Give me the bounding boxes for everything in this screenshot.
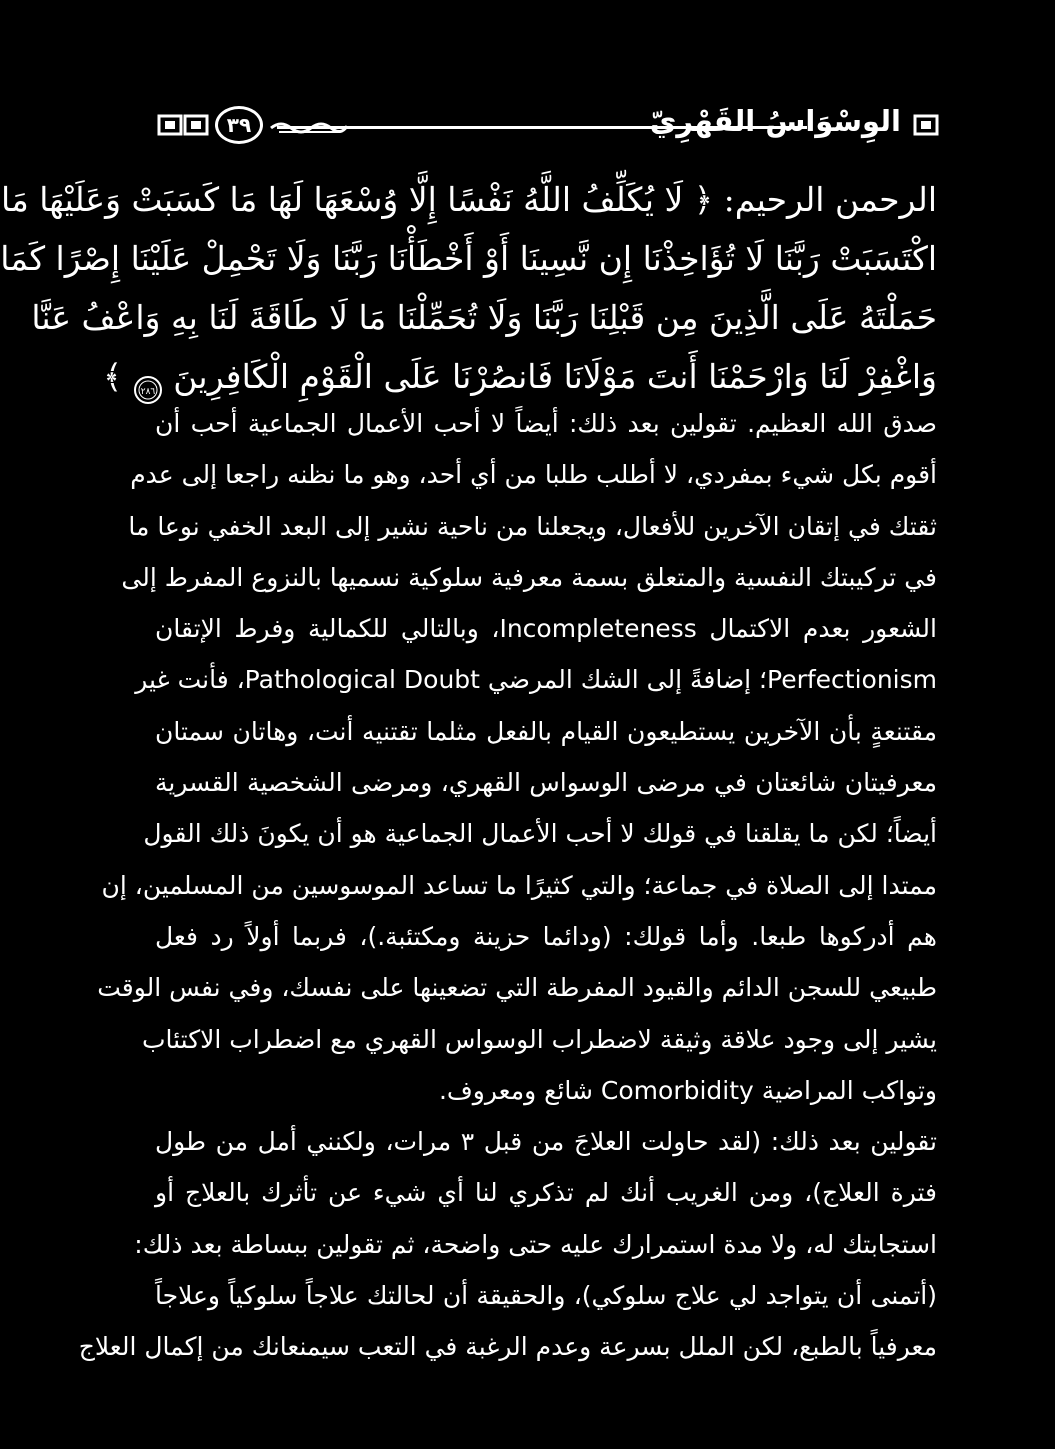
quran-line-text: وَاغْفِرْ لَنَا وَارْحَمْنَا أَنتَ مَوْلَانَا فَانصُرْنَا عَلَى الْقَوْمِ الْكَافِرِينَ xyxy=(173,357,937,396)
text-line: فترة العلاج)، ومن الغريب أنك لم تذكري لنا أي شيء عن تأثرك بالعلاج أو xyxy=(155,1178,937,1208)
ornament-icon xyxy=(913,112,939,138)
text-line: أقوم بكل شيء بمفردي، لا أطلب طلبا من أي أحد، وهو ما نظنه راجعا إلى عدم xyxy=(130,460,937,490)
text-line: ثقتك في إتقان الآخرين للأفعال، ويجعلنا من ناحية نشير إلى البعد الخفي نوعا ما xyxy=(128,511,937,541)
text-line: (أتمنى أن يتواجد لي علاج سلوكي)، والحقيقة أن لحالتك علاجاً سلوكياً وعلاجاً xyxy=(155,1281,937,1311)
text-line: تقولين بعد ذلك: (لقد حاولت العلاجَ من قبل ٣ مرات، ولكنني أمل من طول xyxy=(155,1127,937,1157)
text-line: معرفيتان شائعتان في مرضى الوسواس القهري، ومرضى الشخصية القسرية xyxy=(155,768,937,798)
quran-verse-block xyxy=(0,170,937,406)
text-line: صدق الله العظيم. تقولين بعد ذلك: أيضاً لا أحب الأعمال الجماعية أحب أن xyxy=(155,409,937,438)
text-line: أيضاً؛ لكن ما يقلقنا في قولك لا أحب الأعمال الجماعية هو أن يكونَ ذلك القول xyxy=(143,819,937,849)
verse-close-bracket: ﴾ xyxy=(102,357,123,396)
text-line: Perfectionism؛ إضافةً إلى الشك المرضي Pathological Doubt، فأنت غير xyxy=(135,665,937,695)
body-text xyxy=(78,398,937,1373)
text-line: ممتدا إلى الصلاة في جماعة؛ والتي كثيرًا ما تساعد الموسوسين من المسلمين، إن xyxy=(101,870,937,900)
text-line: استجابتك له، ولا مدة استمرارك عليه حتى واضحة، ثم تقولين ببساطة بعد ذلك: xyxy=(134,1229,937,1259)
text-line: طبيعي للسجن الدائم والقيود المفرطة التي تضعينها على نفسك، وفي نفس الوقت xyxy=(97,973,937,1003)
text-line: مقتنعةٍ بأن الآخرين يستطيعون القيام بالفعل مثلما تقتنيه أنت، وهاتان سمتان xyxy=(155,716,937,746)
page-number: ٣٩ xyxy=(215,106,263,144)
text-line: الشعور بعدم الاكتمال Incompleteness، وبالتالي للكمالية وفرط الإتقان xyxy=(155,614,937,644)
verse-number: ٢٨٦ xyxy=(140,387,156,397)
text-line: يشير إلى وجود علاقة وثيقة لاضطراب الوسواس القهري مع اضطراب الاكتئاب xyxy=(141,1024,937,1054)
quran-line: اكْتَسَبَتْ رَبَّنَا لَا تُؤَاخِذْنَا إِن نَّسِينَا أَوْ أَخْطَأْنَا رَبَّنَا وَلَا تَحْمِلْ عَلَيْنَا إِصْرًا كَمَا xyxy=(0,239,937,278)
running-header xyxy=(149,104,939,150)
text-line: هم أدركوها طبعا. وأما قولك: (ودائما حزينة ومكتئبة.)، فربما أولاً رد فعل xyxy=(155,921,937,951)
quran-line: حَمَلْتَهُ عَلَى الَّذِينَ مِن قَبْلِنَا رَبَّنَا وَلَا تُحَمِّلْنَا مَا لَا طَاقَةَ لَنَا بِهِ وَاعْفُ عَنَّا xyxy=(31,298,937,337)
running-title: الوِسْوَاسُ القَهْرِيّ xyxy=(649,104,901,138)
text-line-paragraph-end: وتواكب المراضية Comorbidity شائع ومعروف. xyxy=(438,1075,937,1105)
quran-line: الرحمن الرحيم: ﴿ لَا يُكَلِّفُ اللَّهُ نَفْسًا إِلَّا وُسْعَهَا لَهَا مَا كَسَبَتْ وَعَلَيْهَا مَا xyxy=(1,180,937,219)
ornament-icon xyxy=(157,112,211,138)
text-line: في تركيبتك النفسية والمتعلق بسمة معرفية سلوكية نسميها بالنزوع المفرط إلى xyxy=(121,562,937,592)
verse-number-marker xyxy=(133,364,163,397)
text-line: معرفياً بالطبع، لكن الملل بسرعة وعدم الرغبة في التعب سيمنعانك من إكمال العلاج xyxy=(78,1332,937,1362)
